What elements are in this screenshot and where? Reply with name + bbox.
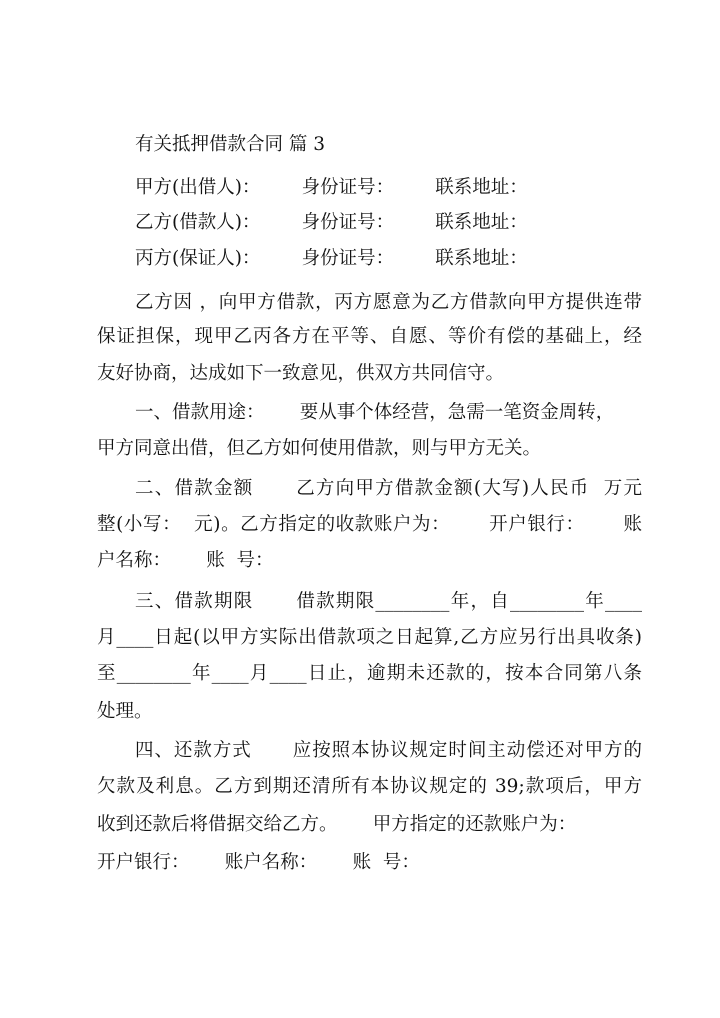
preamble-line: 乙方因 ，向甲方借款，丙方愿意为乙方借款向甲方提供连带 [135,292,642,313]
document-title: 有关抵押借款合同 篇 3 [135,134,326,155]
party-guarantor-line: 丙方(保证人)： 身份证号： 联系地址： [135,248,528,269]
clause-term-line: 三、借款期限 借款期限________年，自________年____ [135,591,642,612]
clause-term-line: 至________年____月____日止，逾期未还款的，按本合同第八条 [97,663,642,684]
clause-amount-line: 户名称： 账 号： [97,550,274,571]
preamble-line: 保证担保，现甲乙丙各方在平等、自愿、等价有偿的基础上，经 [97,326,642,347]
clause-term-line: 月____日起(以甲方实际出借款项之日起算,乙方应另行出具收条) [97,627,642,648]
clause-purpose-line: 一、借款用途： 要从事个体经营，急需一笔资金周转， [135,402,615,423]
clause-amount-line: 整(小写： 元)。乙方指定的收款账户为： 开户银行： 账 [97,514,642,535]
party-borrower-line: 乙方(借款人)： 身份证号： 联系地址： [135,212,528,233]
clause-repayment-line: 四、还款方式 应按照本协议规定时间主动偿还对甲方的 [135,740,642,761]
preamble-line: 友好协商，达成如下一致意见，供双方共同信守。 [97,363,505,384]
clause-amount-line: 二、借款金额 乙方向甲方借款金额(大写)人民币 万元 [135,478,642,499]
clause-term-line: 处理。 [97,701,153,722]
party-lender-line: 甲方(出借人)： 身份证号： 联系地址： [135,177,528,198]
clause-repayment-line: 欠款及利息。乙方到期还清所有本协议规定的 39;款项后，甲方 [97,776,642,797]
clause-repayment-line: 开户银行： 账户名称： 账 号： [97,852,420,873]
clause-repayment-line: 收到还款后将借据交给乙方。 甲方指定的还款账户为： [97,814,577,835]
clause-purpose-line: 甲方同意出借，但乙方如何使用借款，则与甲方无关。 [97,438,542,459]
